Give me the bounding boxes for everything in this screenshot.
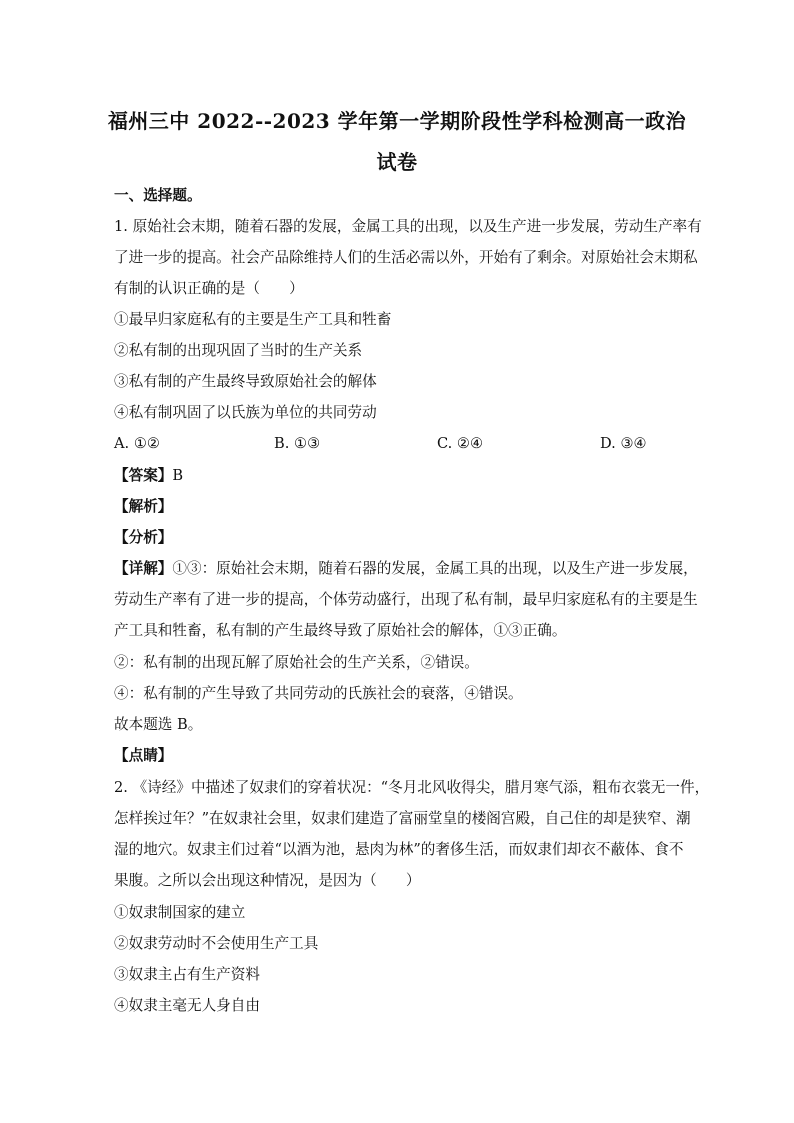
- dianjing-tag: 【点睛】: [114, 747, 173, 764]
- q1-stem-line: 了进一步的提高。社会产品除维持人们的生活必需以外，开始有了剩余。对原始社会末期私: [114, 249, 698, 266]
- answer-tag: 【答案】: [114, 467, 173, 484]
- fenxi-tag: 【分析】: [114, 529, 173, 546]
- q1-option-b: B. ①③: [274, 435, 321, 452]
- q1-detail-line: [114, 559, 698, 579]
- q1-answer: [114, 466, 684, 486]
- document-title-line2: 试卷: [376, 150, 418, 174]
- q1-statement: ③私有制的产生最终导致原始社会的解体: [114, 373, 377, 390]
- q2-stem-line: 果腹。之所以会出现这种情况，是因为（ ）: [114, 872, 421, 889]
- section-heading: 一、选择题。: [114, 187, 202, 204]
- q1-statement: ④私有制巩固了以氏族为单位的共同劳动: [114, 404, 377, 421]
- q1-option-d: D. ③④: [600, 435, 647, 452]
- q2-statement: ②奴隶劳动时不会使用生产工具: [114, 935, 319, 952]
- q1-detail-line: ②：私有制的出现瓦解了原始社会的生产关系，②错误。: [114, 654, 479, 671]
- answer-value: B: [172, 467, 184, 484]
- q1-statement: ①最早归家庭私有的主要是生产工具和牲畜: [114, 311, 392, 328]
- q1-detail-line: 劳动生产率有了进一步的提高，个体劳动盛行，出现了私有制，最早归家庭私有的主要是生: [114, 591, 698, 608]
- q1-statement: ②私有制的出现巩固了当时的生产关系: [114, 342, 363, 359]
- q2-stem-line: 怎样挨过年？”在奴隶社会里，奴隶们建造了富丽堂皇的楼阁宫殿，自己住的却是狭窄、潮: [114, 810, 691, 827]
- q1-options: [114, 435, 684, 455]
- q1-detail-line: 故本题选 B。: [114, 716, 203, 733]
- q2-statement: ①奴隶制国家的建立: [114, 904, 246, 921]
- document-title-line1: 福州三中 2022--2023 学年第一学期阶段性学科检测高一政治: [107, 109, 687, 133]
- q2-stem-line: 2. 《诗经》中描述了奴隶们的穿着状况：“冬月北风收得尖，腊月寒气添，粗布衣裳无一件，: [114, 779, 710, 796]
- q1-detail-line: ④：私有制的产生导致了共同劳动的氏族社会的衰落，④错误。: [114, 685, 523, 702]
- analysis-tag: 【解析】: [114, 498, 173, 515]
- q2-statement: ③奴隶主占有生产资料: [114, 966, 260, 983]
- q1-option-c: C. ②④: [437, 435, 484, 452]
- detail-text: ①③：原始社会末期，随着石器的发展，金属工具的出现，以及生产进一步发展，: [172, 560, 698, 577]
- q2-stem-line: 湿的地穴。奴隶主们过着“以酒为池，悬肉为林”的奢侈生活，而奴隶们却衣不蔽体、食不: [114, 841, 684, 858]
- q1-stem-line: 1. 原始社会末期，随着石器的发展，金属工具的出现，以及生产进一步发展，劳动生产率有: [114, 218, 702, 235]
- detail-tag: 【详解】: [114, 560, 173, 577]
- q1-detail-line: 产工具和牲畜，私有制的产生最终导致了原始社会的解体，①③正确。: [114, 622, 567, 639]
- q1-stem-line: 有制的认识正确的是（ ）: [114, 280, 304, 297]
- q2-statement: ④奴隶主毫无人身自由: [114, 997, 260, 1014]
- q1-option-a: A. ①②: [114, 435, 160, 452]
